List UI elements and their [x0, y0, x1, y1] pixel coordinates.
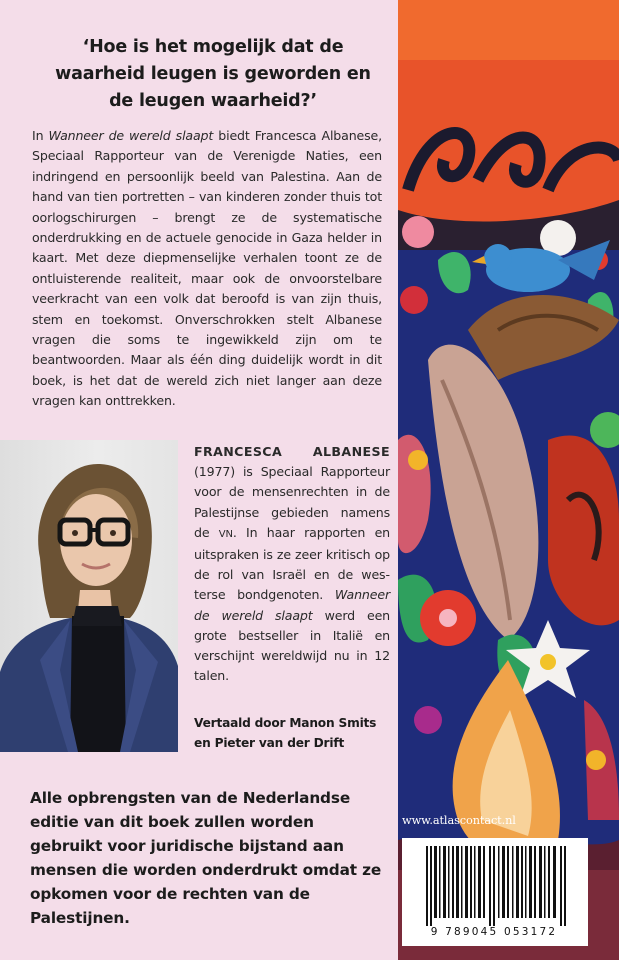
- quote-line-3: de leugen waarheid?’: [109, 91, 317, 111]
- translators-credit: [194, 713, 394, 753]
- publisher-url: www.atlascontact.nl: [402, 814, 516, 827]
- barcode-icon: [426, 846, 566, 926]
- pull-quote: [48, 34, 378, 115]
- author-bio-book-title: Wanneer de wereld slaapt: [194, 587, 390, 623]
- author-bio-text-1: (1977) is Speciaal Rapporteur voor de mensenrechten in de Palestijnse gebieden namens de: [194, 464, 390, 540]
- vn-abbreviation: VN: [218, 528, 233, 540]
- blurb-book-title: Wanneer de wereld slaapt: [48, 128, 214, 143]
- quote-line-1: ‘Hoe is het mogelijk dat de: [82, 37, 344, 57]
- book-blurb: [32, 126, 382, 412]
- author-bio-text-3: werd een grote bestseller in Italië en verschijnt wereldwijd nu in 12 talen.: [194, 607, 391, 684]
- blurb-text: biedt Francesca Albanese, Speciaal Rapporteur van de Verenigde Naties, een indringend en persoonlijk beeld van Palestina. Aan de hand van tien portretten – van kinderen zonder thuis tot oorlogschirurgen – brengt ze de systematische onderdrukking en de actuele genocide in Gaza helder in kaart. Met deze diepmenselijke verhalen toont ze de ontluisterende realiteit, maar ook de onvoorstelbare veerkracht van een volk dat beroofd is van zijn thuis, stem en toekomst. Onverschrokken stelt Albanese vragen die soms te ingewikkeld zijn om te beantwoorden. Maar als één ding duidelijk wordt in dit boek, is het dat de wereld zich niet langer aan deze vragen kan onttrekken.: [32, 128, 383, 409]
- proceeds-statement: Alle opbrengsten van de Nederlandse editie van dit boek zullen worden gebruikt voor juridische bijstand aan mensen die worden onderdrukt omdat ze opkomen voor de rechten van de Palestijnen.: [30, 789, 382, 927]
- quote-line-2: waarheid leugen is geworden en: [55, 64, 371, 84]
- author-bio: [194, 442, 390, 686]
- translators-line-2: en Pieter van der Drift: [194, 736, 345, 750]
- isbn-number: 9 789045 053172: [430, 926, 558, 938]
- author-photo: [0, 440, 178, 752]
- author-name: FRANCESCA ALBANESE: [194, 444, 390, 459]
- blurb-prefix: In: [32, 128, 49, 143]
- author-bio-text-2: . In haar rapporten en uitspraken is ze zeer kritisch op de rol van Israël en de westerse bondgenoten.: [194, 524, 390, 603]
- translators-line-1: Vertaald door Manon Smits: [194, 716, 377, 730]
